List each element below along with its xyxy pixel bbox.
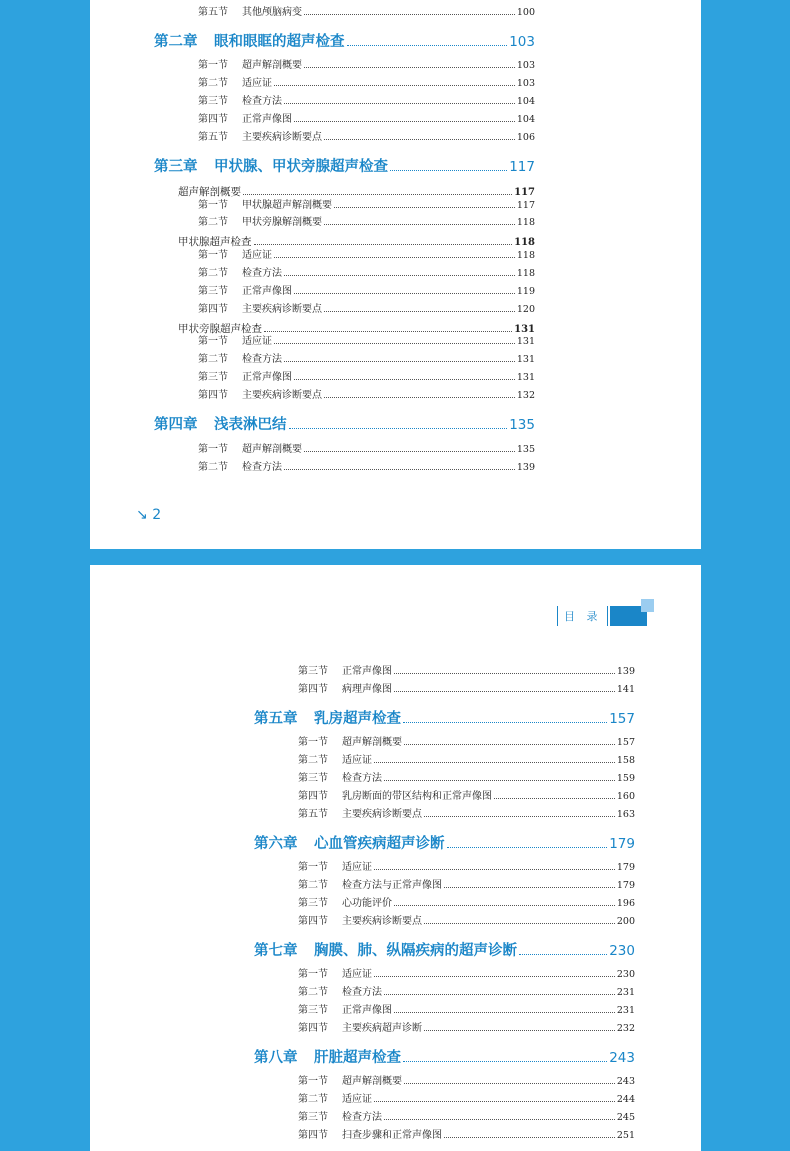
section-number: 第四节 (298, 916, 328, 927)
page-reference: 245 (616, 1112, 635, 1123)
entry-title: 甲状旁腺解剖概要 (242, 217, 322, 228)
dot-leader (324, 397, 515, 398)
dot-leader (274, 85, 515, 86)
chapter-title: 甲状腺、甲状旁腺超声检查 (214, 159, 388, 175)
entry-title: 主要疾病诊断要点 (342, 916, 422, 927)
chapter-title: 心血管疾病超声诊断 (314, 836, 445, 852)
section-number: 第五节 (298, 809, 328, 820)
page-reference: 231 (616, 1005, 635, 1016)
chapter-title: 乳房超声检查 (314, 711, 401, 727)
toc-section-row (298, 754, 635, 768)
toc-section-row (198, 389, 535, 403)
page-reference: 160 (616, 791, 635, 802)
dot-leader (284, 361, 515, 362)
page-reference: 131 (514, 324, 535, 335)
toc-subheading-row (178, 235, 535, 250)
entry-title: 甲状旁腺超声检查 (178, 323, 262, 335)
page-reference: 117 (514, 187, 535, 198)
toc-section-row (198, 353, 535, 367)
toc-section-row (198, 371, 535, 385)
chapter-number: 第六章 (254, 836, 298, 852)
section-number: 第一节 (298, 969, 328, 980)
toc-section-row (198, 6, 535, 20)
page-reference: 139 (616, 666, 635, 677)
section-number: 第三节 (198, 96, 228, 107)
chapter-number: 第五章 (254, 711, 298, 727)
toc-section-row (298, 1004, 635, 1018)
section-number: 第一节 (198, 200, 228, 211)
toc-section-row (298, 968, 635, 982)
entry-title: 适应证 (342, 862, 372, 873)
toc-chapter-row (154, 156, 535, 178)
chapter-title: 眼和眼眶的超声检查 (214, 34, 345, 50)
entry-title: 适应证 (342, 1094, 372, 1105)
dot-leader (394, 691, 615, 692)
page-reference: 200 (616, 916, 635, 927)
section-number: 第一节 (298, 1076, 328, 1087)
dot-leader (447, 847, 608, 848)
dot-leader (294, 379, 515, 380)
dot-leader (384, 994, 615, 995)
page-reference: 244 (616, 1094, 635, 1105)
dot-leader (274, 257, 515, 258)
chapter-number: 第四章 (154, 417, 198, 433)
section-number: 第二节 (198, 217, 228, 228)
page-reference: 179 (609, 836, 635, 852)
dot-leader (284, 103, 515, 104)
dot-leader (374, 976, 615, 977)
dot-leader (424, 923, 615, 924)
toc-chapter-row (154, 414, 535, 436)
toc-section-row (298, 1111, 635, 1125)
section-number: 第一节 (198, 60, 228, 71)
toc-header (557, 606, 647, 626)
toc-section-row (298, 790, 635, 804)
section-number: 第一节 (298, 862, 328, 873)
chapter-title: 胸膜、肺、纵隔疾病的超声诊断 (314, 943, 517, 959)
toc-section-row (198, 267, 535, 281)
dot-leader (403, 1061, 607, 1062)
entry-title: 检查方法 (242, 96, 282, 107)
toc-chapter-row (154, 31, 535, 53)
entry-title: 超声解剖概要 (342, 1076, 402, 1087)
toc-chapter-row (254, 1047, 635, 1069)
entry-title: 超声解剖概要 (242, 60, 302, 71)
dot-leader (334, 207, 515, 208)
toc-section-row (298, 736, 635, 750)
page-reference: 119 (516, 286, 535, 297)
page-reference: 179 (616, 862, 635, 873)
toc-section-row (198, 131, 535, 145)
toc-page-right (90, 565, 701, 1151)
section-number: 第一节 (198, 444, 228, 455)
section-number: 第一节 (298, 737, 328, 748)
entry-title: 适应证 (242, 336, 272, 347)
entry-title: 超声解剖概要 (242, 444, 302, 455)
dot-leader (304, 451, 515, 452)
section-number: 第二节 (198, 78, 228, 89)
entry-title: 检查方法 (242, 268, 282, 279)
toc-section-row (298, 683, 635, 697)
page-reference: 100 (516, 7, 535, 18)
toc-section-row (298, 897, 635, 911)
toc-chapter-row (254, 708, 635, 730)
section-number: 第四节 (198, 114, 228, 125)
toc-subheading-row (178, 185, 535, 200)
page-reference: 159 (616, 773, 635, 784)
entry-title: 正常声像图 (242, 372, 292, 383)
toc-section-row (298, 1022, 635, 1036)
section-number: 第二节 (198, 462, 228, 473)
dot-leader (324, 224, 515, 225)
dot-leader (404, 1083, 615, 1084)
dot-leader (424, 1030, 615, 1031)
page-reference: 251 (616, 1130, 635, 1141)
dot-leader (264, 331, 512, 332)
entry-title: 正常声像图 (242, 286, 292, 297)
toc-chapter-row (254, 833, 635, 855)
toc-section-row (298, 1075, 635, 1089)
dot-leader (444, 887, 615, 888)
section-number: 第五节 (198, 132, 228, 143)
page-reference: 243 (616, 1076, 635, 1087)
entry-title: 检查方法 (342, 987, 382, 998)
toc-section-row (198, 335, 535, 349)
section-number: 第四节 (298, 791, 328, 802)
page-reference: 157 (609, 711, 635, 727)
page-reference: 118 (514, 237, 535, 248)
dot-leader (274, 343, 515, 344)
dot-leader (384, 780, 615, 781)
dot-leader (284, 469, 515, 470)
toc-section-row (298, 861, 635, 875)
section-number: 第三节 (198, 286, 228, 297)
entry-title: 正常声像图 (342, 666, 392, 677)
dot-leader (494, 798, 615, 799)
section-number: 第四节 (198, 304, 228, 315)
section-number: 第二节 (298, 880, 328, 891)
header-divider (557, 606, 558, 626)
toc-section-row (298, 772, 635, 786)
section-number: 第五节 (198, 7, 228, 18)
entry-title: 甲状腺超声检查 (178, 236, 252, 248)
page-reference: 118 (516, 217, 535, 228)
dot-leader (519, 954, 607, 955)
page-reference: 104 (516, 114, 535, 125)
entry-title: 甲状腺超声解剖概要 (242, 200, 332, 211)
page-reference: 163 (616, 809, 635, 820)
entry-title: 其他颅脑病变 (242, 7, 302, 18)
entry-title: 正常声像图 (242, 114, 292, 125)
toc-section-row (298, 879, 635, 893)
dot-leader (304, 67, 515, 68)
dot-leader (374, 1101, 615, 1102)
section-number: 第三节 (298, 1005, 328, 1016)
page-reference: 196 (616, 898, 635, 909)
section-number: 第二节 (298, 1094, 328, 1105)
entry-title: 适应证 (342, 755, 372, 766)
page-reference: 106 (516, 132, 535, 143)
entry-title: 适应证 (242, 78, 272, 89)
page-reference: 131 (516, 372, 535, 383)
toc-header-label: 目 录 (564, 610, 602, 623)
chapter-number: 第八章 (254, 1050, 298, 1066)
toc-section-row (298, 1129, 635, 1143)
page-reference: 243 (609, 1050, 635, 1066)
dot-leader (324, 139, 515, 140)
dot-leader (294, 293, 515, 294)
dot-leader (384, 1119, 615, 1120)
page-reference: 117 (509, 159, 535, 175)
page-reference: 231 (616, 987, 635, 998)
toc-section-row (198, 303, 535, 317)
dot-leader (394, 673, 615, 674)
page-reference: 135 (509, 417, 535, 433)
page-reference: 230 (616, 969, 635, 980)
chapter-title: 浅表淋巴结 (214, 417, 287, 433)
section-number: 第二节 (198, 268, 228, 279)
dot-leader (243, 194, 512, 195)
toc-section-row (198, 59, 535, 73)
page-reference: 118 (516, 250, 535, 261)
dot-leader (294, 121, 515, 122)
toc-section-row (298, 665, 635, 679)
chapter-number: 第三章 (154, 159, 198, 175)
page-reference: 158 (616, 755, 635, 766)
entry-title: 正常声像图 (342, 1005, 392, 1016)
page-reference: 103 (516, 60, 535, 71)
section-number: 第四节 (198, 390, 228, 401)
section-number: 第三节 (198, 372, 228, 383)
toc-section-row (298, 808, 635, 822)
chapter-number: 第七章 (254, 943, 298, 959)
page-reference: 232 (616, 1023, 635, 1034)
toc-section-row (198, 216, 535, 230)
dot-leader (394, 1012, 615, 1013)
page-reference: 131 (516, 336, 535, 347)
page-number-value: 2 (152, 507, 162, 523)
toc-chapter-row (254, 940, 635, 962)
toc-section-row (198, 285, 535, 299)
entry-title: 主要疾病诊断要点 (242, 132, 322, 143)
entry-title: 心功能评价 (342, 898, 392, 909)
dot-leader (403, 722, 607, 723)
page-reference: 131 (516, 354, 535, 365)
toc-section-row (198, 199, 535, 213)
page-reference: 104 (516, 96, 535, 107)
section-number: 第三节 (298, 898, 328, 909)
dot-leader (424, 816, 615, 817)
chapter-number: 第二章 (154, 34, 198, 50)
toc-section-row (198, 249, 535, 263)
entry-title: 检查方法 (242, 354, 282, 365)
dot-leader (324, 311, 515, 312)
entry-title: 检查方法 (342, 1112, 382, 1123)
page-reference: 103 (509, 34, 535, 50)
page-reference: 135 (516, 444, 535, 455)
section-number: 第四节 (298, 1130, 328, 1141)
toc-section-row (198, 443, 535, 457)
entry-title: 检查方法与正常声像图 (342, 880, 442, 891)
dot-leader (289, 428, 508, 429)
entry-title: 检查方法 (242, 462, 282, 473)
dot-leader (444, 1137, 615, 1138)
toc-section-row (198, 113, 535, 127)
entry-title: 超声解剖概要 (342, 737, 402, 748)
page-reference: 103 (516, 78, 535, 89)
page-reference: 157 (616, 737, 635, 748)
page-reference: 139 (516, 462, 535, 473)
entry-title: 主要疾病诊断要点 (342, 809, 422, 820)
section-number: 第三节 (298, 773, 328, 784)
section-number: 第四节 (298, 684, 328, 695)
section-number: 第四节 (298, 1023, 328, 1034)
entry-title: 主要疾病诊断要点 (242, 390, 322, 401)
entry-title: 适应证 (342, 969, 372, 980)
section-number: 第二节 (298, 755, 328, 766)
section-number: 第一节 (198, 336, 228, 347)
dot-leader (347, 45, 508, 46)
dot-leader (284, 275, 515, 276)
page-number (136, 507, 161, 523)
section-number: 第二节 (298, 987, 328, 998)
page-reference: 120 (516, 304, 535, 315)
dot-leader (374, 762, 615, 763)
toc-section-row (298, 915, 635, 929)
dot-leader (254, 244, 513, 245)
chapter-title: 肝脏超声检查 (314, 1050, 401, 1066)
toc-page-left (90, 0, 701, 549)
header-divider (607, 606, 608, 626)
page-reference: 179 (616, 880, 635, 891)
entry-title: 主要疾病诊断要点 (242, 304, 322, 315)
page-reference: 141 (616, 684, 635, 695)
entry-title: 检查方法 (342, 773, 382, 784)
section-number: 第二节 (198, 354, 228, 365)
dot-leader (390, 170, 507, 171)
arrow-down-right-icon: ↘ (136, 507, 148, 523)
dot-leader (404, 744, 615, 745)
toc-section-row (198, 77, 535, 91)
dot-leader (304, 14, 515, 15)
section-number: 第一节 (198, 250, 228, 261)
dot-leader (374, 869, 615, 870)
entry-title: 扫查步骤和正常声像图 (342, 1130, 442, 1141)
section-number: 第三节 (298, 1112, 328, 1123)
section-number: 第三节 (298, 666, 328, 677)
entry-title: 超声解剖概要 (178, 186, 241, 198)
entry-title: 乳房断面的带区结构和正常声像图 (342, 791, 492, 802)
header-accent-block (610, 606, 647, 626)
toc-section-row (298, 986, 635, 1000)
dot-leader (394, 905, 615, 906)
toc-section-row (198, 461, 535, 475)
entry-title: 主要疾病超声诊断 (342, 1023, 422, 1034)
entry-title: 适应证 (242, 250, 272, 261)
page-reference: 118 (516, 268, 535, 279)
toc-section-row (298, 1093, 635, 1107)
entry-title: 病理声像图 (342, 684, 392, 695)
toc-section-row (198, 95, 535, 109)
page-reference: 132 (516, 390, 535, 401)
page-reference: 230 (609, 943, 635, 959)
page-reference: 117 (516, 200, 535, 211)
